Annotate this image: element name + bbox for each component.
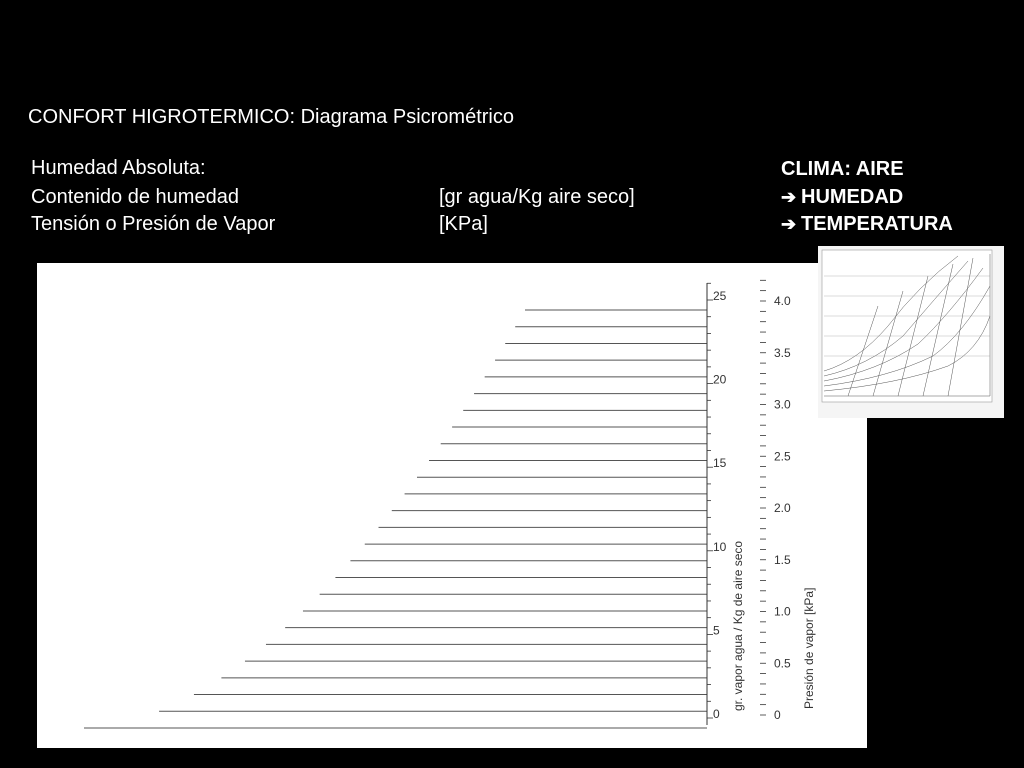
clima-item-label: TEMPERATURA — [801, 213, 953, 235]
pressure-tick-label: 1.5 — [774, 552, 791, 567]
humidity-tick-label: 5 — [713, 623, 720, 638]
diagram-svg — [37, 263, 867, 748]
humidity-tick-label: 0 — [713, 707, 720, 721]
moisture-content-label: Contenido de humedad — [31, 186, 239, 208]
humidity-tick-label: 20 — [713, 372, 727, 387]
humidity-tick-label: 10 — [713, 539, 727, 554]
page-title: CONFORT HIGROTERMICO: Diagrama Psicrométrico — [28, 106, 514, 128]
humidity-tick-label: 25 — [713, 289, 727, 303]
humidity-tick-label: 15 — [713, 456, 727, 471]
clima-item-temperatura — [781, 213, 953, 236]
clima-item-humedad — [781, 186, 903, 209]
psychrometric-chart-thumbnail-icon — [818, 246, 1004, 418]
right-arrow-icon: ➔ — [781, 214, 797, 234]
vapor-pressure-label: Tensión o Presión de Vapor — [31, 213, 276, 235]
pressure-tick-label: 4.0 — [774, 294, 791, 308]
humidity-pressure-diagram — [37, 263, 867, 748]
humidity-axis-label: gr. vapor agua / Kg de aire seco — [731, 540, 745, 711]
pressure-tick-label: 2.0 — [774, 501, 791, 515]
pressure-axis-label: Presión de vapor [kPa] — [802, 587, 816, 709]
pressure-tick-label: 3.5 — [774, 345, 791, 360]
pressure-tick-label: 3.0 — [774, 397, 791, 412]
vapor-pressure-unit: [KPa] — [439, 213, 488, 235]
clima-title: CLIMA: AIRE — [781, 158, 904, 180]
pressure-tick-label: 0.5 — [774, 656, 791, 671]
clima-item-label: HUMEDAD — [801, 186, 904, 208]
moisture-content-unit: [gr agua/Kg aire seco] — [439, 186, 635, 208]
pressure-tick-label: 0 — [774, 708, 781, 722]
pressure-tick-label: 1.0 — [774, 604, 791, 619]
pressure-tick-label: 2.5 — [774, 449, 791, 464]
right-arrow-icon: ➔ — [781, 187, 797, 207]
absolute-humidity-label: Humedad Absoluta: — [31, 157, 206, 179]
